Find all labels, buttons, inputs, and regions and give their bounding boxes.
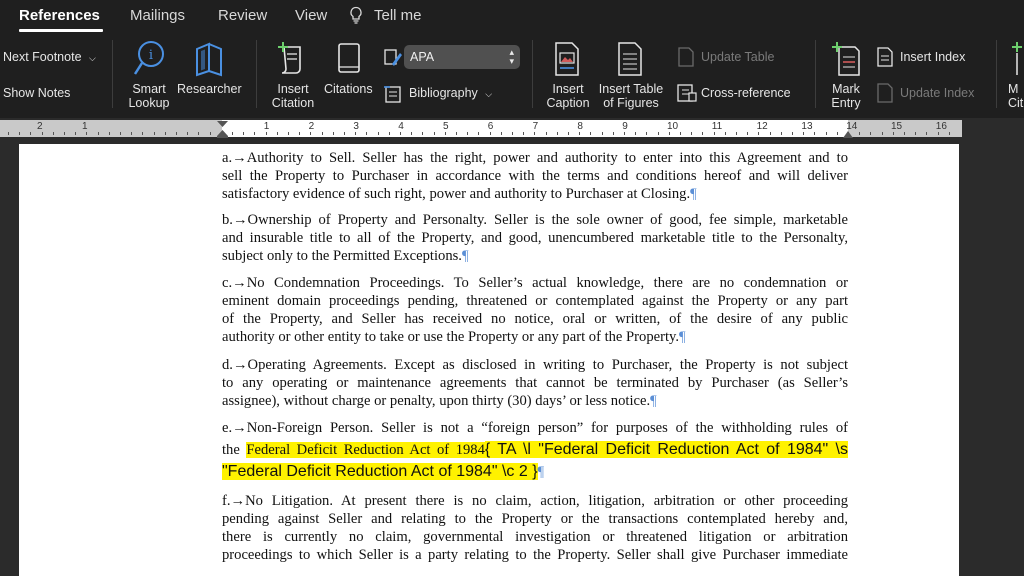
ruler-tick [837,132,838,135]
ruler-tick [187,132,188,135]
ruler-tick [109,132,110,135]
ruler-tick [232,132,233,135]
ruler-tick [131,132,132,135]
ruler-tick [445,132,446,135]
tab-references[interactable]: References [19,7,100,24]
ruler-tick [310,132,311,135]
ribbon-separator [996,40,997,108]
ruler-tick [826,132,827,135]
ruler-tick [478,132,479,135]
ruler-tick [926,132,927,135]
ruler-tick [534,132,535,135]
paragraph-line-text: satisfactory evidence of such right, power and authority to Purchaser at Closing. [222,186,691,202]
ruler-number: 6 [487,121,494,132]
ruler-tick [344,132,345,135]
ruler-tick [949,132,950,135]
ta-field-code-continued[interactable]: "Federal Deficit Reduction Act of 1984" \c 2 } [222,463,538,480]
tab-view[interactable]: View [295,7,328,24]
ruler-tick [254,132,255,135]
ruler-tick [198,132,199,135]
paragraph-mark: ¶ [679,329,686,345]
mark-citation-label-2: Cit [1008,96,1024,110]
paragraph-line: there is currently no claim, governmental investigation or threatened litigation or arbitration [222,529,848,545]
paragraph-d[interactable] [222,356,848,410]
paragraph-mark: ¶ [690,186,697,202]
paragraph-line [222,461,848,483]
smart-lookup-button[interactable] [125,82,173,110]
paragraph-line-text: assignee), without charge or penalty, upon thirty (30) days’ or less notice. [222,393,651,409]
ribbon-tab-bar [0,0,1024,32]
insert-citation-button[interactable] [268,82,318,110]
ruler-tick [243,132,244,135]
paragraph-mark: ¶ [537,464,545,480]
paragraph-line [222,247,848,265]
ruler-tick [266,132,267,135]
ribbon-separator [256,40,257,108]
ruler-number: 15 [891,121,903,132]
bibliography-icon [383,84,403,109]
mark-entry-icon [831,41,861,82]
ruler-tick [165,132,166,135]
ruler-tick [870,132,871,135]
show-notes-button[interactable]: Show Notes [3,86,71,100]
researcher-button[interactable]: Researcher [177,82,242,96]
ruler-tick [792,132,793,135]
ruler-tick [389,132,390,135]
ruler-tick [624,132,625,135]
paragraph-line: b.→Ownership of Property and Personalty. Seller is the sole owner of good, fee simple, marketable [222,212,848,228]
insert-caption-label-1: Insert [552,82,584,96]
paragraph-line: eminent domain proceedings pending, threatened or contemplated against the Property or any part [222,293,848,309]
paragraph-line: d.→Operating Agreements. Except as disclosed in writing to Purchaser, the Property is not subject [222,357,848,373]
ruler-tick [333,132,334,135]
smart-lookup-icon [133,40,167,83]
ruler-tick [680,132,681,135]
paragraph-line [222,328,848,346]
paragraph-line: pending against Seller and relating to the Property or the transactions contemplated hereby and, [222,511,848,527]
ruler-tick [42,132,43,135]
right-indent-marker[interactable] [842,126,854,144]
ruler-tick [646,132,647,135]
paragraph-line [222,439,848,461]
ribbon-separator [815,40,816,108]
tab-review[interactable]: Review [218,7,268,24]
ruler-number: 7 [532,121,539,132]
insert-caption-label-2: Caption [546,96,590,110]
paragraph-line: a.→Authority to Sell. Seller has the right, power and authority to enter into this Agreement and to [222,150,848,166]
bibliography-style-select[interactable] [404,45,520,69]
ruler-tick [288,132,289,135]
ruler-tick [658,132,659,135]
ruler-tick [490,132,491,135]
ruler-tick [86,132,87,135]
paragraph-line: and insurable title to all of the Property, and good, unencumbered marketable title to the Personalty, [222,230,848,246]
paragraph-line [222,392,848,410]
ruler-tick [579,132,580,135]
mark-entry-label-2: Entry [831,96,861,110]
updown-chevron-icon: ▴ ▾ [509,47,514,66]
ruler-tick [142,132,143,135]
mark-citation-button[interactable] [1008,82,1024,110]
ruler-tick [53,132,54,135]
ribbon-separator [112,40,113,108]
paragraph-line: e.→Non-Foreign Person. Seller is not a “foreign person” for purposes of the withholding rules of [222,420,848,436]
researcher-icon [193,41,225,82]
ruler-tick [400,132,401,135]
ta-field-code[interactable]: { TA \l "Federal Deficit Reduction Act of 1984" \s [484,441,848,458]
chevron-down-icon: ⌵ [485,89,493,99]
ruler-tick [803,132,804,135]
style-select-value: APA [410,50,435,64]
ruler-tick [64,132,65,135]
ruler-number: 12 [756,121,768,132]
ruler-tick [747,132,748,135]
paragraph-line-text: subject only to the Permitted Exceptions. [222,248,462,264]
insert-tof-label-1: Insert Table [598,82,664,96]
insert-index-icon [876,47,894,72]
cross-reference-icon [677,83,697,108]
ruler-tick [714,132,715,135]
ruler-number: 2 [308,121,315,132]
ruler-tick [691,132,692,135]
ruler-tick [98,132,99,135]
insert-citation-label-1: Insert [277,82,309,96]
ruler-tick [120,132,121,135]
update-index-button[interactable]: Update Index [900,86,975,100]
ruler-tick [814,132,815,135]
mark-citation-icon [1010,41,1024,82]
ruler-tick [613,132,614,135]
next-footnote-button[interactable] [3,50,96,64]
insert-tof-label-2: of Figures [603,96,659,110]
ruler-tick [915,132,916,135]
mark-entry-button[interactable] [826,82,866,110]
paragraph-b[interactable] [222,211,848,265]
highlighted-act-name: Federal Deficit Reduction Act of 1984 [246,442,485,458]
ruler-tick [938,132,939,135]
horizontal-ruler[interactable] [0,118,1024,140]
ruler-tick [512,132,513,135]
ruler-tick [378,132,379,135]
update-table-icon [677,47,695,72]
ruler-number: 9 [622,121,628,132]
next-footnote-label: Next Footnote [3,50,82,64]
first-line-indent-marker[interactable] [216,120,229,143]
bibliography-button[interactable] [409,86,492,100]
paragraph-line: of the Property, and Seller has received no notice, oral or written, of the desire of any public [222,311,848,327]
paragraph-mark: ¶ [650,393,657,409]
lightbulb-icon [348,6,364,28]
ruler-tick [154,132,155,135]
ruler-number: 11 [711,121,723,132]
ruler-tick [602,132,603,135]
ruler-tick [781,132,782,135]
ruler-tick [568,132,569,135]
ruler-tick [19,132,20,135]
insert-index-button[interactable]: Insert Index [900,50,966,64]
chevron-down-icon: ⌵ [89,53,96,63]
insert-caption-icon [553,41,581,82]
ruler-tick [725,132,726,135]
ruler-number: 10 [667,121,679,132]
update-index-icon [876,83,894,108]
paragraph-line-text: the [222,442,247,458]
ruler-tick [422,132,423,135]
ruler-tick [904,132,905,135]
ruler-tick [467,132,468,135]
citations-button[interactable]: Citations [324,82,373,96]
ruler-tick [501,132,502,135]
paragraph-line: proceedings to which Seller is a party relating to the Property. Seller shall give Purchaser immediate [222,547,848,563]
ribbon-separator [532,40,533,108]
ruler-tick [210,132,211,135]
paragraph-line-text: authority or other entity to take or use the Property or any part of the Property. [222,329,680,345]
mark-entry-label-1: Mark [832,82,860,96]
ruler-tick [411,132,412,135]
paragraph-a[interactable] [222,149,848,203]
ruler-tick [893,132,894,135]
ruler-number: 8 [577,121,583,132]
paragraph-line: c.→No Condemnation Proceedings. To Seller’s actual knowledge, there are no condemnation or [222,275,848,291]
insert-table-of-figures-button[interactable] [596,82,666,110]
svg-text:i: i [148,48,154,63]
bibliography-label: Bibliography [409,86,478,100]
ruler-tick [523,132,524,135]
ruler-tick [758,132,759,135]
ruler-tick [366,132,367,135]
update-table-button[interactable]: Update Table [701,50,775,64]
ruler-tick [557,132,558,135]
ruler-tick [75,132,76,135]
ruler-number: 1 [82,121,88,132]
ruler-tick [546,132,547,135]
tab-mailings[interactable]: Mailings [130,7,186,24]
ruler-number: 1 [263,121,270,132]
ruler-tick [590,132,591,135]
paragraph-mark: ¶ [461,248,469,264]
cross-reference-button[interactable]: Cross-reference [701,86,791,100]
ruler-tick [702,132,703,135]
ruler-tick [355,132,356,135]
ruler-tick [635,132,636,135]
ruler-number: 14 [846,121,858,132]
smart-lookup-label-2: Lookup [128,96,170,110]
citations-icon [336,42,362,81]
ruler-number: 16 [935,121,947,132]
paragraph-f[interactable] [222,492,848,564]
ruler-tick [770,132,771,135]
insert-caption-button[interactable] [544,82,592,110]
ruler-tick [434,132,435,135]
paragraph-line [222,185,848,203]
paragraph-line: sell the Property to Purchaser in accordance with the terms and conditions hereof and will deliver [222,168,848,184]
insert-citation-icon [276,41,306,82]
paragraph-line: f.→No Litigation. At present there is no claim, action, litigation, arbitration or other proceeding [222,493,848,509]
ruler-tick [299,132,300,135]
ruler-number: 5 [443,121,449,132]
ruler-number: 13 [801,121,813,132]
ruler-tick [8,132,9,135]
ruler-tick [859,132,860,135]
smart-lookup-label-1: Smart [132,82,166,96]
table-of-figures-icon [616,41,644,82]
mark-citation-label-1: M [1008,82,1019,96]
paragraph-e[interactable] [222,419,848,483]
insert-citation-label-2: Citation [271,96,315,110]
ruler-tick [277,132,278,135]
ribbon-toolbar [0,32,1024,118]
paragraph-c[interactable] [222,274,848,346]
ruler-number: 3 [353,121,359,132]
ruler-number: 4 [398,121,404,132]
ruler-tick [736,132,737,135]
ruler-number: 2 [37,121,43,132]
ruler-tick [176,132,177,135]
style-icon [383,48,403,73]
ruler-tick [322,132,323,135]
ruler-tick [669,132,670,135]
ruler-tick [30,132,31,135]
tell-me-search[interactable]: Tell me [374,7,422,24]
ruler-tick [456,132,457,135]
paragraph-line: to any operating or maintenance agreements that cannot be terminated by Purchaser (as Seller’s [222,375,848,391]
ruler-tick [882,132,883,135]
